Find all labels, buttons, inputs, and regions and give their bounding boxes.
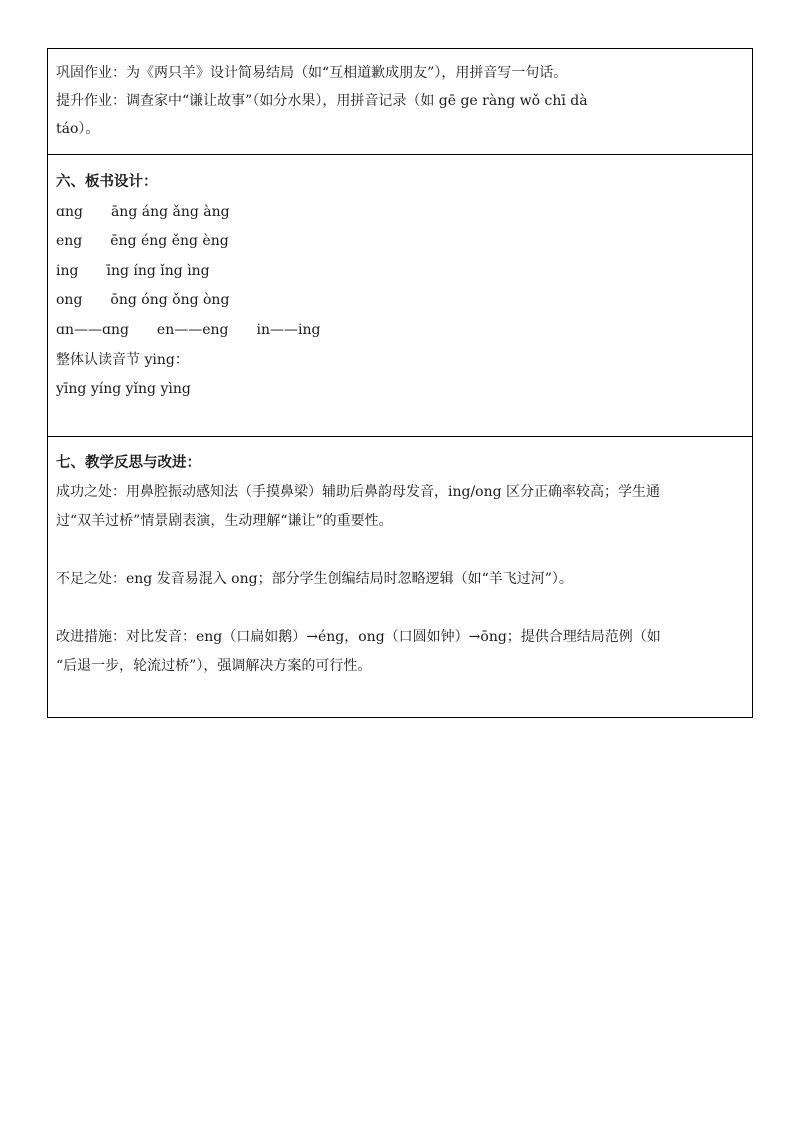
- improvement-text-continued: “后退一步，轮流过桥”），强调解决方案的可行性。: [56, 658, 372, 674]
- final-label: eng: [56, 233, 83, 250]
- reflection-section: [48, 437, 752, 717]
- final-tones: ōng óng ǒng òng: [110, 292, 230, 309]
- final-label: ong: [56, 292, 83, 309]
- success-text-continued: 过“双羊过桥”情景剧表演，生动理解“谦让”的重要性。: [56, 513, 393, 529]
- final-tones: ēng éng ěng èng: [110, 233, 229, 250]
- final-row: [56, 286, 744, 316]
- lesson-plan-table: [47, 48, 753, 718]
- final-label: ɑng: [56, 203, 83, 220]
- final-row: [56, 227, 744, 257]
- contrast-pair: en——eng: [156, 321, 229, 338]
- board-design-section: [48, 155, 752, 437]
- extension-homework-continued: táo）。: [56, 121, 100, 137]
- contrast-pair: in——ing: [256, 321, 321, 338]
- contrast-pairs: [56, 316, 744, 346]
- shortcoming-text: 不足之处：eng 发音易混入 ong；部分学生创编结局时忽略逻辑（如“羊飞过河”）。: [56, 571, 573, 587]
- final-row: [56, 257, 744, 287]
- improvement-text: 改进措施：对比发音：eng（口扁如鹅）→éng，ong（口圆如钟）→ōng；提供合理结局范例（如: [56, 629, 661, 645]
- syllable-tones: yīng yíng yǐng yìng: [56, 381, 191, 398]
- success-text: 成功之处：用鼻腔振动感知法（手摸鼻梁）辅助后鼻韵母发音，ing/ong 区分正确率较高；学生通: [56, 484, 661, 500]
- consolidation-homework: 巩固作业：为《两只羊》设计简易结局（如“互相道歉成朋友”），用拼音写一句话。: [56, 65, 568, 81]
- spacer: [56, 594, 744, 623]
- syllable-title: 整体认读音节 ying：: [56, 351, 189, 368]
- final-label: ing: [56, 262, 79, 279]
- final-row: [56, 198, 744, 228]
- final-tones: āng áng ǎng àng: [110, 203, 230, 220]
- final-tones: īng íng ǐng ìng: [106, 262, 210, 279]
- board-design-heading: 六、板书设计：: [56, 174, 158, 190]
- contrast-pair: ɑn——ɑng: [56, 321, 129, 338]
- reflection-heading: 七、教学反思与改进：: [56, 455, 201, 471]
- spacer: [56, 536, 744, 565]
- homework-section: [48, 49, 752, 155]
- extension-homework: 提升作业：调查家中“谦让故事”（如分水果），用拼音记录（如 gē ge ràng wǒ chī dà: [56, 93, 588, 109]
